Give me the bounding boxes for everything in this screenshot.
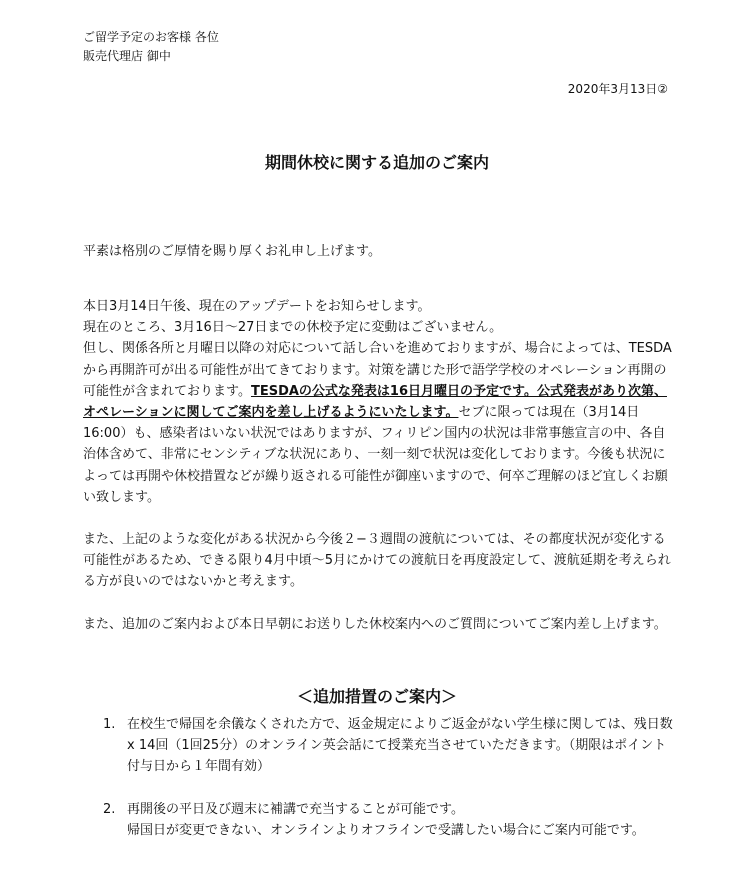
- tesda-announcement-emphasis: TESDAの公式な発表は16日月曜日の予定です。公式発表があり次第、オペレーションに関してご案内を差し上げるようにいたします。: [83, 383, 667, 421]
- document-date: 2020年3月13日②: [567, 82, 668, 96]
- list-item-text: [127, 799, 678, 841]
- closure-status: 現在のところ、3月16日〜27日までの休校予定に変動はございません。: [83, 320, 503, 336]
- list-item-text: 在校生で帰国を余儀なくされた方で、返金規定によりご返金がない学生様に関しては、残日数 x 14回（1回25分）のオンライン英会話にて授業充当させていただきます。（期限はポイント付与日から１年間有効）: [127, 717, 673, 775]
- document-title: 期間休校に関する追加のご案内: [264, 153, 489, 172]
- greeting: 平素は格別のご厚情を賜り厚くお礼申し上げます。: [83, 244, 381, 259]
- update-notice: 本日3月14日午後、現在のアップデートをお知らせします。: [83, 299, 431, 314]
- addressee-customers: ご留学予定のお客様 各位: [83, 30, 219, 44]
- travel-advice-paragraph: また、上記のような変化がある状況から今後２−３週間の渡航については、その都度状況が変化する可能性があるため、できる限り4月中頃〜5月にかけての渡航日を再度設定して、渡航延期を考えられる方が良いのではないかと考えます。: [83, 532, 671, 590]
- addressee-agents: 販売代理店 御中: [83, 49, 171, 63]
- list-item-line: 帰国日が変更できない、オンラインよりオフラインで受講したい場合にご案内可能です。: [127, 822, 645, 838]
- list-item-number: 1.: [103, 717, 116, 732]
- list-item-number: 2.: [103, 801, 116, 817]
- cebu-situation-text: セブに限っては現在（3月14日 16:00）も、感染者はいない状況ではありますが、フィリピン国内の状況は非常事態宣言の中、各自治体含めて、非常にセンシティブな状況にあり、一刻一刻で状況は変化しております。今後も状況によっては再開や休校措置などが繰り返される可能性が御座いますので、何卒ご理解のほど宜しくお願い致します。: [83, 405, 668, 505]
- situation-paragraph: [83, 338, 678, 508]
- list-item: [103, 714, 678, 778]
- addressee-block: [83, 28, 219, 66]
- list-item-line: 再開後の平日及び週末に補講で充当することが可能です。: [127, 801, 464, 817]
- main-body: [83, 296, 678, 635]
- list-item: [103, 799, 678, 841]
- questions-paragraph: また、追加のご案内および本日早朝にお送りした休校案内へのご質問についてご案内差し上げます。: [83, 616, 667, 632]
- additional-measures-heading: ＜追加措置のご案内＞: [296, 687, 457, 706]
- measures-list: [103, 714, 678, 841]
- tesda-negotiation-text: 但し、関係各所と月曜日以降の対応について話し合いを進めておりますが、場合によっては、TESDAから再開許可が出る可能性が出てきております。対策を講じた形で語学学校のオペレーション再開の可能性が含まれております。: [83, 341, 672, 399]
